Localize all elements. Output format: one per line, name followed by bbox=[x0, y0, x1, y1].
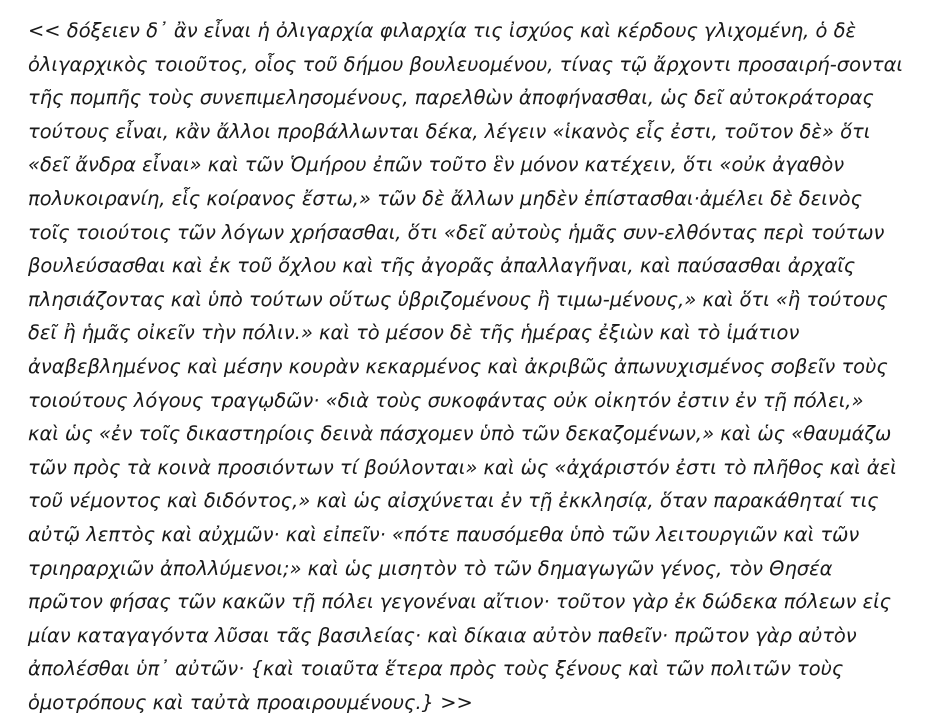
text-line: τοῖς τοιούτοις τῶν λόγων χρήσασθαι, ὅτι «δεῖ αὐτοὺς ἡμᾶς συν-ελθόντας περὶ τούτων bbox=[28, 220, 885, 244]
text-line: τούτους εἶναι, κἂν ἄλλοι προβάλλωνται δέκα, λέγειν «ἱκανὸς εἷς ἐστι, τοῦτον δὲ» ὅτι bbox=[28, 119, 871, 143]
text-line: «δεῖ ἄνδρα εἶναι» καὶ τῶν Ὁμήρου ἐπῶν τοῦτο ἓν μόνον κατέχειν, ὅτι «οὐκ ἀγαθὸν bbox=[28, 153, 845, 177]
text-line: ἀναβεβλημένος καὶ μέσην κουρὰν κεκαρμένος καὶ ἀκριβῶς ἀπωνυχισμένος σοβεῖν τοὺς bbox=[28, 354, 888, 378]
text-line: βουλεύσασθαι καὶ ἐκ τοῦ ὄχλου καὶ τῆς ἀγορᾶς ἀπαλλαγῆναι, καὶ παύσασθαι ἀρχαῖς bbox=[28, 254, 856, 278]
text-line: τοῦ νέμοντος καὶ διδόντος,» καὶ ὡς αἰσχύνεται ἐν τῇ ἐκκλησίᾳ, ὅταν παρακάθηταί τις bbox=[28, 489, 879, 513]
text-line: τριηραρχιῶν ἀπολλύμενοι;» καὶ ὡς μισητὸν τὸ τῶν δημαγωγῶν γένος, τὸν Θησέα bbox=[28, 556, 833, 580]
text-line: μίαν καταγαγόντα λῦσαι τᾶς βασιλείας· καὶ δίκαια αὐτὸν παθεῖν· πρῶτον γὰρ αὐτὸν bbox=[28, 623, 857, 647]
text-line: τοιούτους λόγους τραγῳδῶν· «διὰ τοὺς συκοφάντας οὐκ οἰκητόν ἐστιν ἐν τῇ πόλει,» bbox=[28, 388, 864, 412]
text-line: ὁμοτρόπους καὶ ταὐτὰ προαιρουμένους.} >> bbox=[28, 690, 473, 714]
text-line: αὐτῷ λεπτὸς καὶ αὐχμῶν· καὶ εἰπεῖν· «πότε παυσόμεθα ὑπὸ τῶν λειτουργιῶν καὶ τῶν bbox=[28, 522, 860, 546]
text-line: πρῶτον φήσας τῶν κακῶν τῇ πόλει γεγονέναι αἴτιον· τοῦτον γὰρ ἐκ δώδεκα πόλεων εἰς bbox=[28, 590, 892, 614]
text-line: πλησιάζοντας καὶ ὑπὸ τούτων οὕτως ὑβριζομένους ἢ τιμω-μένους,» καὶ ὅτι «ἢ τούτους bbox=[28, 287, 888, 311]
text-line: πολυκοιρανίη, εἷς κοίρανος ἔστω,» τῶν δὲ ἄλλων μηδὲν ἐπίστασθαι·ἀμέλει δὲ δεινὸς bbox=[28, 186, 863, 210]
text-line: τῶν πρὸς τὰ κοινὰ προσιόντων τί βούλονται» καὶ ὡς «ἀχάριστόν ἐστι τὸ πλῆθος καὶ ἀεὶ bbox=[28, 455, 897, 479]
text-line: << δόξειεν δ᾽ ἂν εἶναι ἡ ὀλιγαρχία φιλαρχία τις ἰσχύος καὶ κέρδους γλιχομένη, ὁ δὲ bbox=[28, 19, 857, 42]
greek-text-passage bbox=[28, 14, 920, 719]
text-line: ὀλιγαρχικὸς τοιοῦτος, οἷος τοῦ δήμου βουλευομένου, τίνας τῷ ἄρχοντι προσαιρή-σονται bbox=[28, 52, 903, 76]
text-line: καὶ ὡς «ἐν τοῖς δικαστηρίοις δεινὰ πάσχομεν ὑπὸ τῶν δεκαζομένων,» καὶ ὡς «θαυμάζω bbox=[28, 422, 892, 446]
text-line: τῆς πομπῆς τοὺς συνεπιμελησομένους, παρελθὼν ἀποφήνασθαι, ὡς δεῖ αὐτοκράτορας bbox=[28, 86, 874, 110]
text-line: ἀπολέσθαι ὑπ᾽ αὐτῶν· {καὶ τοιαῦτα ἕτερα πρὸς τοὺς ξένους καὶ τῶν πολιτῶν τοὺς bbox=[28, 657, 844, 681]
text-line: δεῖ ἢ ἡμᾶς οἰκεῖν τὴν πόλιν.» καὶ τὸ μέσον δὲ τῆς ἡμέρας ἐξιὼν καὶ τὸ ἱμάτιον bbox=[28, 321, 800, 345]
